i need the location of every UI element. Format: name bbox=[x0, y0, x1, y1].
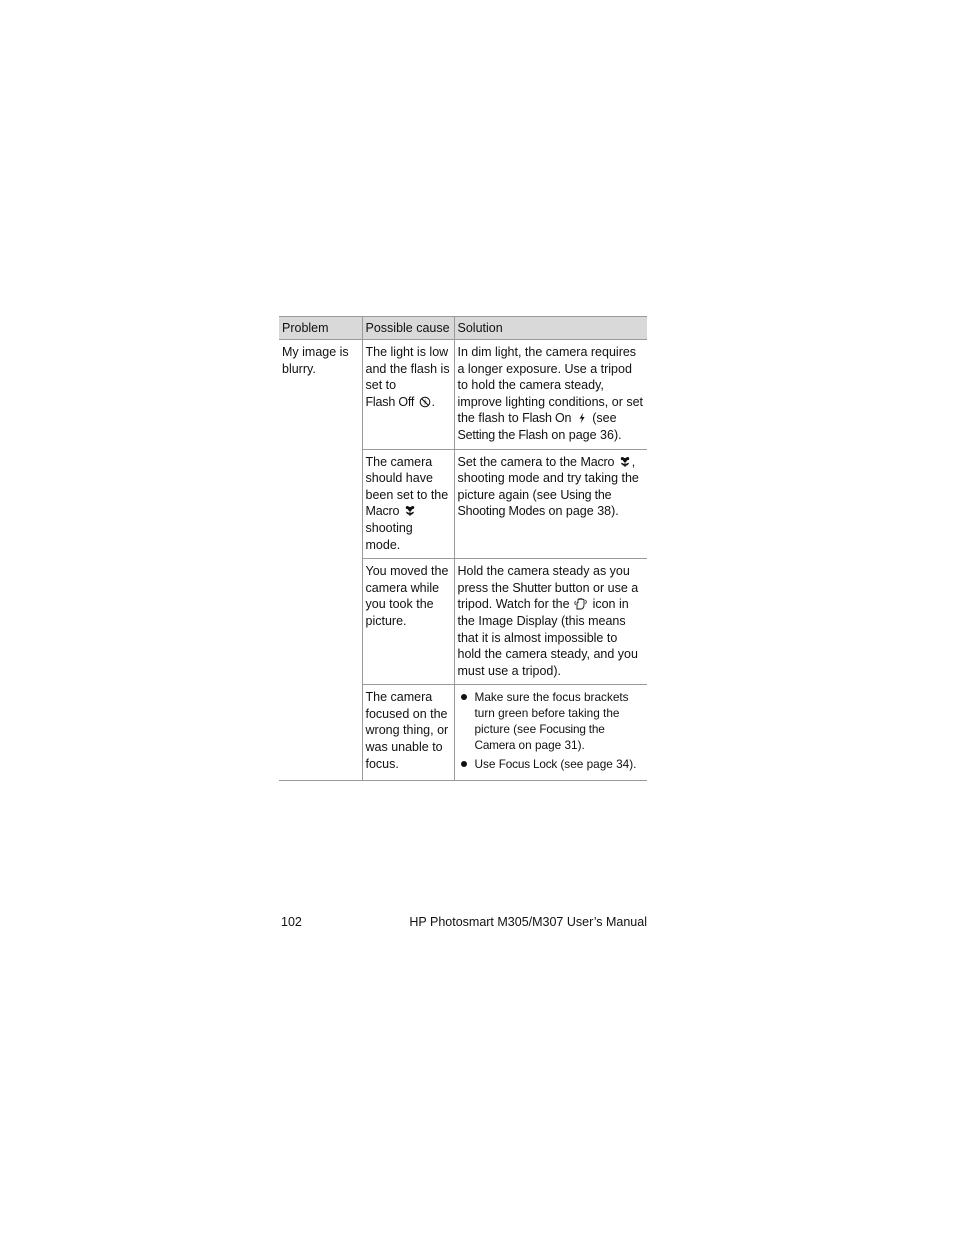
solution-text: Set the camera to the bbox=[457, 454, 578, 469]
problem-text: My image is blurry. bbox=[282, 345, 349, 376]
list-item bbox=[458, 689, 645, 753]
cause-text: You moved the camera while you took the picture. bbox=[365, 564, 449, 628]
page-number: 102 bbox=[281, 915, 302, 929]
solution-text: icon in the Image Display (this means that it is almost impossible to hold the camera steady, and you must use a tripod). bbox=[457, 597, 638, 678]
macro-flower-icon bbox=[619, 456, 631, 468]
solution-cell bbox=[454, 449, 647, 559]
cause-text-end: shooting mode. bbox=[365, 520, 413, 552]
cause-text: The camera should have been set to the bbox=[365, 454, 449, 502]
header-possible-cause: Possible cause bbox=[362, 317, 454, 340]
solution-text: button or use a tripod. Watch for the bbox=[457, 580, 639, 612]
solution-text: (see bbox=[592, 411, 617, 426]
cause-cell bbox=[362, 340, 454, 450]
problem-cell bbox=[279, 340, 362, 781]
solution-text: Hold the camera steady as you press the bbox=[457, 564, 630, 595]
header-solution: Solution bbox=[454, 317, 647, 340]
solution-text: on page 38). bbox=[548, 504, 619, 519]
flash-off-icon bbox=[419, 396, 431, 408]
focusing-the-camera-ref: Focusing the Camera bbox=[474, 722, 605, 753]
cause-cell bbox=[362, 685, 454, 781]
macro-flower-icon bbox=[404, 505, 416, 517]
using-shooting-modes-ref: Using the Shooting Modes bbox=[457, 487, 612, 519]
bullet-text: Use bbox=[474, 757, 496, 772]
cause-text: The light is low and the flash is set to bbox=[365, 345, 450, 393]
table-row bbox=[279, 340, 647, 450]
cause-cell bbox=[362, 559, 454, 685]
flash-off-label: Flash Off bbox=[365, 394, 415, 409]
solution-text: , shooting mode and try taking the picture again (see bbox=[457, 454, 639, 502]
solution-cell bbox=[454, 685, 647, 781]
bullet-text: (see page 34). bbox=[560, 757, 637, 772]
solution-text: on page 36). bbox=[551, 427, 622, 442]
cause-cell bbox=[362, 449, 454, 559]
troubleshooting-table bbox=[279, 316, 647, 781]
setting-the-flash-ref: Setting the Flash bbox=[457, 427, 548, 442]
shutter-label: Shutter bbox=[512, 580, 552, 595]
solution-cell bbox=[454, 340, 647, 450]
flash-on-label: Flash On bbox=[522, 411, 572, 426]
solution-text: In dim light, the camera requires a longer exposure. Use a tripod to hold the camera steady, improve lighting conditions, or set the flash to bbox=[457, 345, 644, 426]
header-problem: Problem bbox=[279, 317, 362, 340]
cause-text: The camera focused on the wrong thing, or was unable to focus. bbox=[365, 690, 449, 771]
manual-title: HP Photosmart M305/M307 User’s Manual bbox=[409, 915, 647, 929]
table-header-row bbox=[279, 317, 647, 340]
flash-on-icon bbox=[576, 412, 588, 424]
list-item bbox=[458, 756, 645, 772]
macro-label: Macro bbox=[580, 454, 615, 469]
solution-cell bbox=[454, 559, 647, 685]
bullet-text: on page 31). bbox=[518, 738, 585, 753]
focus-lock-ref: Focus Lock bbox=[498, 757, 558, 772]
solution-bullet-list bbox=[458, 689, 645, 772]
troubleshooting-table-container bbox=[279, 316, 647, 781]
bullet-text: Make sure the focus brackets turn green before taking the picture (see bbox=[474, 690, 629, 737]
camera-shake-hand-icon bbox=[574, 598, 588, 610]
macro-label: Macro bbox=[365, 504, 400, 519]
cause-text-end: . bbox=[431, 394, 436, 409]
